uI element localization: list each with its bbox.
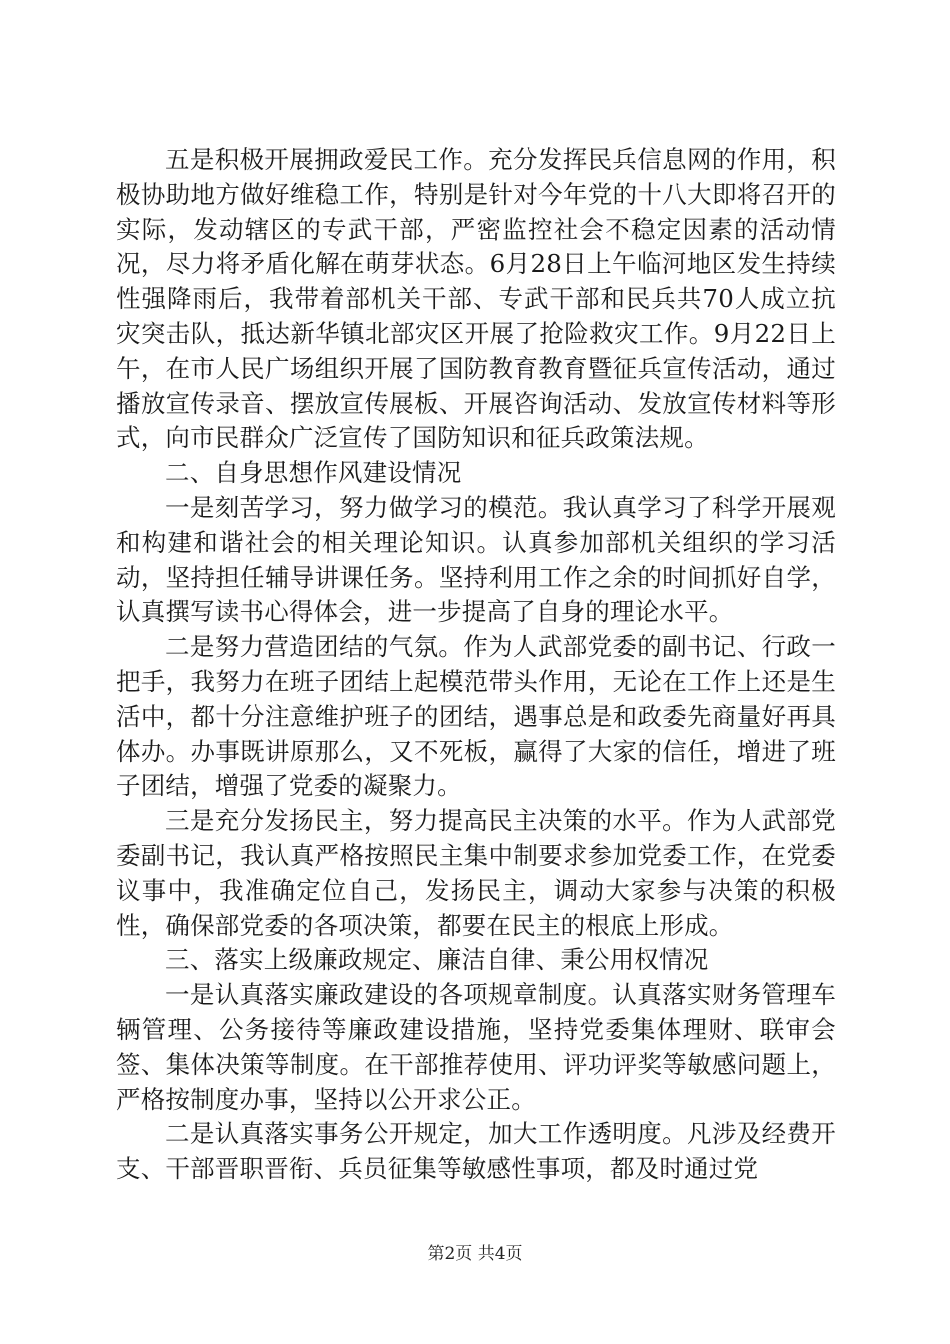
- paragraph-diligent-study: 一是刻苦学习，努力做学习的模范。我认真学习了科学开展观和构建和谐社会的相关理论知识。认真参加部机关组织的学习活动，坚持担任辅导讲课任务。坚持利用工作之余的时间抓好自学，认真撰写读书心得体会，进一步提高了自身的理论水平。: [116, 492, 836, 627]
- paragraph-integrity-rules: 一是认真落实廉政建设的各项规章制度。认真落实财务管理车辆管理、公务接待等廉政建设措施，坚持党委集体理财、联审会签、集体决策等制度。在干部推荐使用、评功评奖等敏感问题上，严格按制度办事，坚持以公开求公正。: [116, 980, 836, 1114]
- paragraph-democratic-decision: 三是充分发扬民主，努力提高民主决策的水平。作为人武部党委副书记，我认真严格按照民主集中制要求参加党委工作，在党委议事中，我准确定位自己，发扬民主，调动大家参与决策的积极性，确保部党委的各项决策，都要在民主的根底上形成。: [116, 806, 836, 940]
- paragraph-team-unity: 二是努力营造团结的气氛。作为人武部党委的副书记、行政一把手，我努力在班子团结上起模范带头作用，无论在工作上还是生活中，都十分注意维护班子的团结，遇事总是和政委先商量好再具体办。办事既讲原那么，又不死板，赢得了大家的信任，增进了班子团结，增强了党委的凝聚力。: [116, 632, 836, 801]
- paragraph-support-civilians: 五是积极开展拥政爱民工作。充分发挥民兵信息网的作用，积极协助地方做好维稳工作，特别是针对今年党的十八大即将召开的实际，发动辖区的专武干部，严密监控社会不稳定因素的活动情况，尽力将矛盾化解在萌芽状态。6月28日上午临河地区发生持续性强降雨后，我带着部机关干部、专武干部和民兵共70人成立抗灾突击队，抵达新华镇北部灾区开展了抢险救灾工作。9月22日上午，在市人民广场组织开展了国防教育教育暨征兵宣传活动，通过播放宣传录音、摆放宣传展板、开展咨询活动、发放宣传材料等形式，向市民群众广泛宣传了国防知识和征兵政策法规。: [116, 145, 836, 453]
- document-body: [116, 143, 836, 1187]
- paragraph-transparency: 二是认真落实事务公开规定，加大工作透明度。凡涉及经费开支、干部晋职晋衔、兵员征集等敏感性事项，都及时通过党: [116, 1119, 836, 1184]
- page-number-footer: 第2页 共4页: [427, 1244, 523, 1264]
- section-heading-self-conduct: 二、自身思想作风建设情况: [165, 458, 462, 488]
- section-heading-integrity: 三、落实上级廉政规定、廉洁自律、秉公用权情况: [165, 945, 709, 975]
